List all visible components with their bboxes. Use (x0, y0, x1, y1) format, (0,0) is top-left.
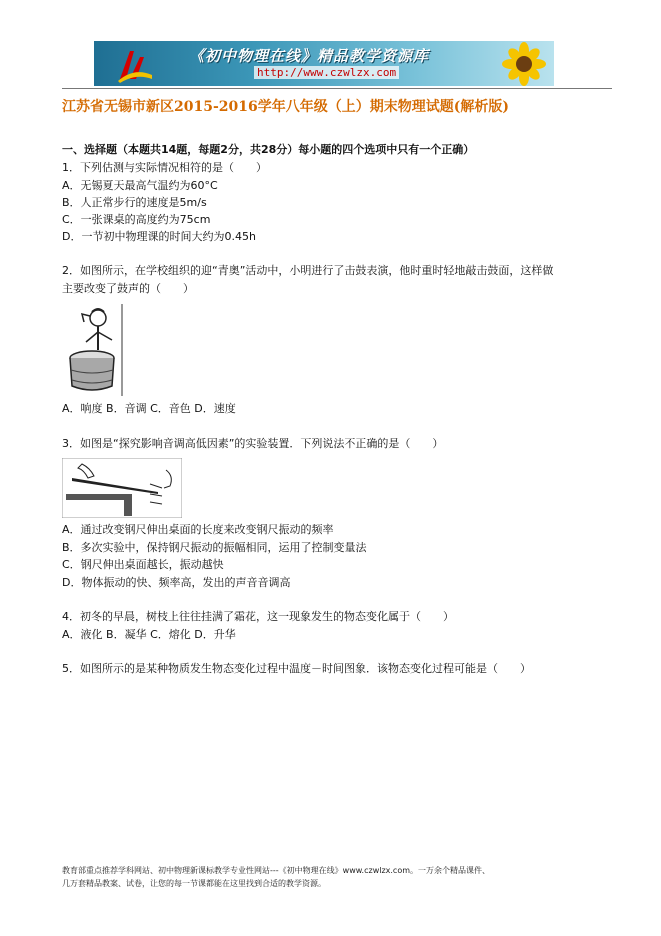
question-1-stem: 1．下列估测与实际情况相符的是（ ） (62, 161, 267, 174)
question-1-option-b: B．人正常步行的速度是5m/s (62, 196, 207, 209)
header-banner (94, 41, 554, 86)
banner-url[interactable]: http://www.czwlzx.com (254, 66, 399, 79)
vibrating-ruler-figure (62, 458, 182, 518)
site-logo-icon (114, 45, 154, 83)
question-2-options: A．响度 B．音调 C．音色 D．速度 (62, 402, 236, 415)
question-2-stem-line2: 主要改变了鼓声的（ ） (62, 282, 194, 295)
question-1-option-d: D．一节初中物理课的时间大约为0.45h (62, 230, 256, 243)
question-3-option-c: C．钢尺伸出桌面越长，振动越快 (62, 558, 224, 571)
question-3-option-a: A．通过改变钢尺伸出桌面的长度来改变钢尺振动的频率 (62, 523, 334, 536)
question-3-option-b: B．多次实验中，保持钢尺振动的振幅相同，运用了控制变量法 (62, 541, 367, 554)
drummer-figure (62, 304, 124, 396)
question-5-stem: 5．如图所示的是某种物质发生物态变化过程中温度－时间图象．该物态变化过程可能是（ ） (62, 662, 531, 675)
footer-line-2: 几万套精品教案、试卷，让您的每一节课都能在这里找到合适的教学资源。 (62, 879, 326, 888)
sunflower-icon (490, 41, 550, 86)
question-1-option-c: C．一张课桌的高度约为75cm (62, 213, 211, 226)
section-heading: 一、选择题（本题共14题，每题2分，共28分）每小题的四个选项中只有一个正确） (62, 143, 475, 156)
banner-slogan: 《初中物理在线》精品教学资源库 (189, 47, 430, 65)
question-3-option-d: D．物体振动的快、频率高，发出的声音音调高 (62, 576, 291, 589)
question-4-options: A．液化 B．凝华 C．熔化 D．升华 (62, 628, 236, 641)
question-3-stem: 3．如图是“探究影响音调高低因素”的实验装置．下列说法不正确的是（ ） (62, 437, 444, 450)
header-divider (62, 88, 612, 89)
question-4-stem: 4．初冬的早晨，树枝上往往挂满了霜花，这一现象发生的物态变化属于（ ） (62, 610, 454, 623)
question-1-option-a: A．无锡夏天最高气温约为60°C (62, 179, 218, 192)
page-title: 江苏省无锡市新区2015-2016学年八年级（上）期末物理试题(解析版) (62, 99, 509, 115)
question-2-stem-line1: 2．如图所示，在学校组织的迎“青奥”活动中，小明进行了击鼓表演，他时重时轻地敲击鼓面，这样做 (62, 264, 554, 277)
footer-line-1: 教育部重点推荐学科网站、初中物理新课标教学专业性网站---《初中物理在线》www.czwlzx.com。一万余个精品课件、 (62, 866, 491, 875)
page-footer (62, 864, 622, 890)
